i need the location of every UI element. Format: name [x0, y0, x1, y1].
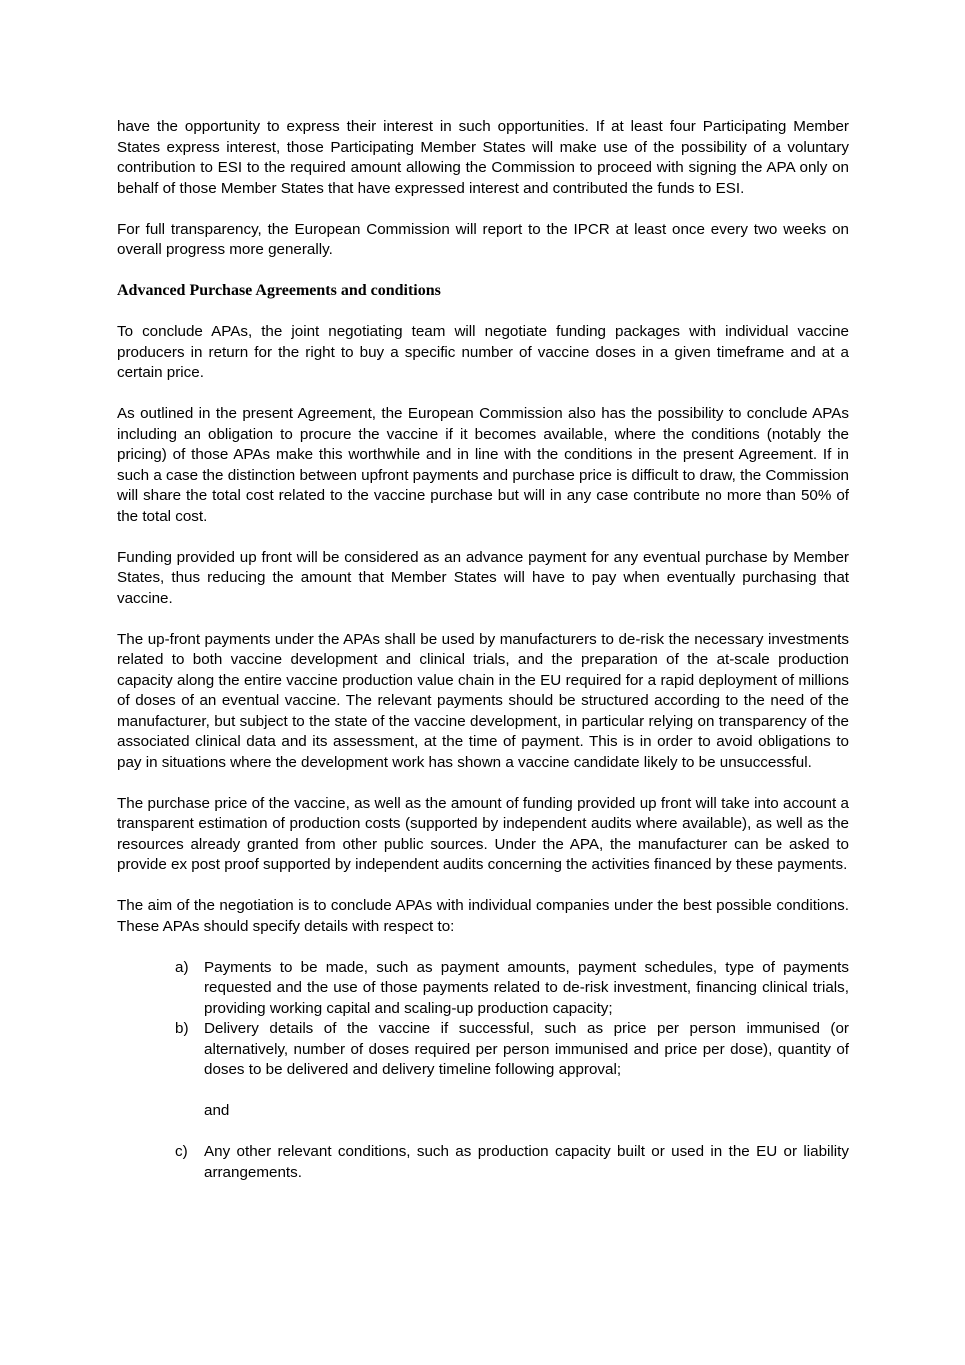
condition-item-a: [117, 958, 849, 1020]
conditions-list: [117, 958, 849, 1081]
conjunction-and: and: [204, 1102, 230, 1119]
paragraph-esi-contribution: have the opportunity to express their interest in such opportunities. If at least four Participating Member States express interest, those Participating Member States will make use of the possibility of a voluntary contribution to ESI to the required amount allowing the Commission to proceed with signing the APA only on behalf of those Member States that have expressed interest and contributed the funds to ESI.: [117, 118, 849, 197]
condition-item-c: [117, 1142, 849, 1183]
list-marker: b): [175, 1020, 189, 1037]
list-marker: a): [175, 958, 189, 976]
list-marker: c): [175, 1143, 188, 1160]
paragraph-procurement-obligation: As outlined in the present Agreement, the European Commission also has the possibility to conclude APAs including an obligation to procure the vaccine if it becomes available, where the conditions (notably the pricing) of those APAs make this worthwhile and in line with the conditions in the present Agreement. If in such a case the distinction between upfront payments and purchase price is difficult to draw, the Commission will share the total cost related to the vaccine purchase but will in any case contribute no more than 50% of the total cost.: [117, 405, 849, 525]
paragraph-transparency: For full transparency, the European Commission will report to the IPCR at least once every two weeks on overall progress more generally.: [117, 220, 849, 258]
condition-text: Delivery details of the vaccine if successful, such as price per person immunised (or alternatively, number of doses required per person immunised and price per dose), quantity of doses to be delivered and delivery timeline following approval;: [204, 1020, 849, 1078]
paragraph-negotiation-aim: The aim of the negotiation is to conclude APAs with individual companies under the best possible conditions. These APAs should specify details with respect to:: [117, 897, 849, 935]
paragraph-upfront-payments: The up-front payments under the APAs shall be used by manufacturers to de-risk the necessary investments related to both vaccine development and clinical trials, and the preparation of the at-scale production capacity along the entire vaccine production value chain in the EU required for a rapid deployment of millions of doses of an eventual vaccine. The relevant payments should be structured according to the need of the manufacturer, but subject to the state of the vaccine development, in particular relying on transparency of the associated clinical data and its assessment, at the time of payment. This is in order to avoid obligations to pay in situations where the development work has shown a vaccine candidate likely to be unsuccessful.: [117, 630, 849, 771]
condition-text: Payments to be made, such as payment amounts, payment schedules, type of payments requested and the use of those payments related to de-risk investment, financing clinical trials, providing working capital and scaling-up production capacity;: [204, 958, 849, 1017]
condition-text: Any other relevant conditions, such as production capacity built or used in the EU or liability arrangements.: [204, 1143, 849, 1181]
section-heading: Advanced Purchase Agreements and conditions: [117, 282, 441, 299]
paragraph-purchase-price: The purchase price of the vaccine, as well as the amount of funding provided up front will take into account a transparent estimation of production costs (supported by independent audits where available), as well as the resources already granted from other public sources. Under the APA, the manufacturer can be asked to provide ex post proof supported by independent audits concerning the activities financed by these payments.: [117, 794, 849, 873]
paragraph-conclude-apas: To conclude APAs, the joint negotiating team will negotiate funding packages with individual vaccine producers in return for the right to buy a specific number of vaccine doses in a given timeframe and at a certain price.: [117, 323, 849, 381]
paragraph-advance-payment: Funding provided up front will be considered as an advance payment for any eventual purchase by Member States, thus reducing the amount that Member States will have to pay when eventually purchasing that vaccine.: [117, 548, 849, 607]
condition-item-b: [117, 1019, 849, 1081]
conditions-list-continued: [117, 1142, 849, 1183]
document-page: [117, 117, 849, 1183]
